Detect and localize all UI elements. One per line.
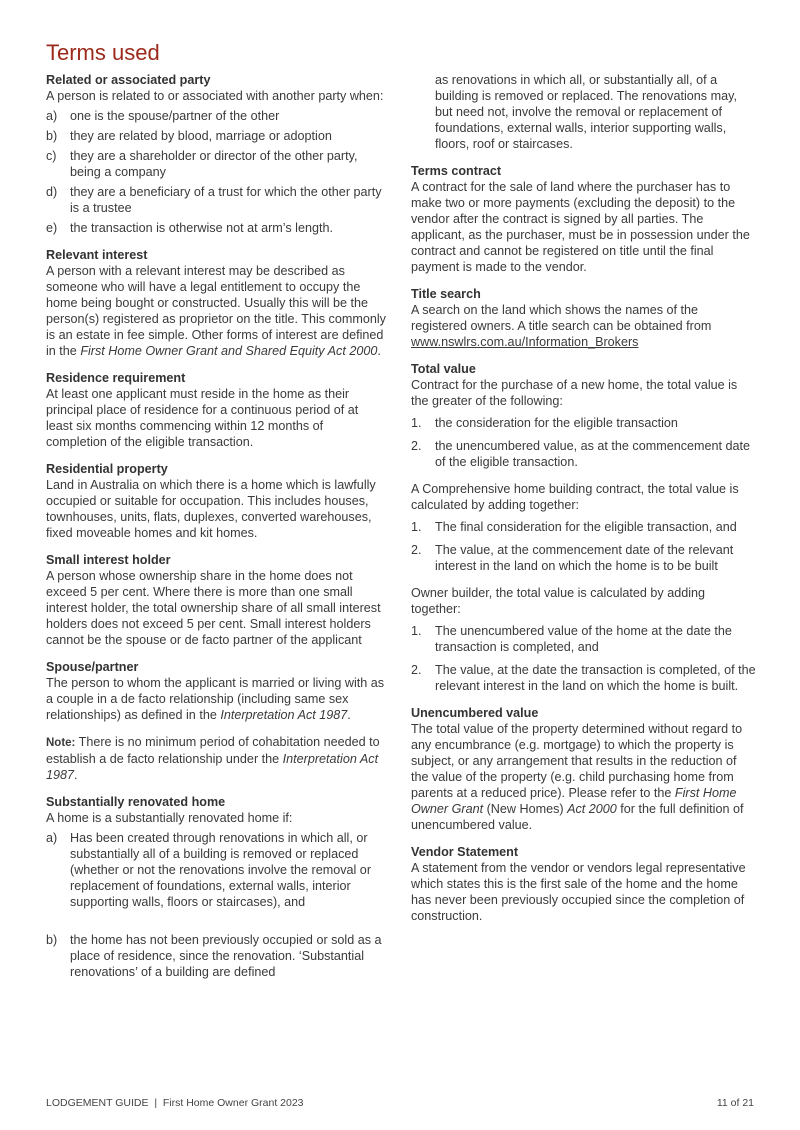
list-marker: 2.: [411, 663, 422, 677]
list-item-text: The final consideration for the eligible transaction, and: [435, 520, 737, 534]
nswlrs-link[interactable]: www.nswlrs.com.au/Information_Brokers: [411, 335, 639, 349]
list-item-text: The value, at the date the transaction is completed, of the relevant interest in the land on which the home is built.: [435, 663, 756, 693]
list-item-text: The value, at the commencement date of the relevant interest in the land on which the home is to be built: [435, 543, 734, 573]
note-text: [46, 734, 386, 783]
list-item-text: the consideration for the eligible transaction: [435, 416, 678, 430]
section-vendor-statement: [411, 844, 756, 924]
note-label: Note:: [46, 737, 76, 749]
text-run: .: [74, 768, 78, 782]
section-text: Land in Australia on which there is a home which is lawfully occupied or suitable for occupation. This includes houses, townhouses, units, flats, duplexes, converted warehouses, fixed moveable homes and kit homes.: [46, 478, 376, 540]
total-value-list-3: [411, 623, 756, 694]
section-text: A contract for the sale of land where the purchaser has to make two or more payments (excluding the deposit) to the vendor after the contract is signed by all parties. The applicant, as the purchaser, must be in possession under the contract and cannot be registered on title until the final payment is made to the vendor.: [411, 180, 750, 274]
page-number: 11 of 21: [716, 1097, 754, 1109]
section-heading: Small interest holder: [46, 553, 171, 567]
list-item: [411, 662, 756, 694]
section-residential-property: [46, 461, 386, 541]
section-residence-requirement: [46, 370, 386, 450]
section-text: At least one applicant must reside in the home as their principal place of residence for a continuous period of at least six months commencing within 12 months of completion of the eligible transaction.: [46, 387, 359, 449]
section-heading: Spouse/partner: [46, 660, 139, 674]
total-value-list-1: [411, 415, 756, 470]
renovated-continuation: as renovations in which all, or substantially all, of a building is removed or replaced. The renovations may, but need not, involve the removal or replacement of foundations, external walls, interior supporting walls, floors, roof or staircases.: [435, 73, 737, 151]
section-relevant-interest: [46, 247, 386, 359]
list-item: [46, 184, 386, 216]
section-heading: Related or associated party: [46, 73, 211, 87]
section-heading: Residential property: [46, 462, 168, 476]
section-intro: A person is related to or associated with another party when:: [46, 89, 384, 103]
list-marker: a): [46, 831, 58, 845]
section-small-interest-holder: [46, 552, 386, 648]
text-run: for the full definition of unencumbered value.: [411, 802, 744, 832]
act-name: Act 2000: [567, 802, 617, 816]
section-heading: Total value: [411, 362, 476, 376]
act-name: First Home Owner Grant and Shared Equity Act 2000: [80, 344, 378, 358]
list-item: [411, 542, 756, 574]
section-heading: Vendor Statement: [411, 845, 519, 859]
section-text: [411, 302, 756, 350]
text-run: .: [377, 344, 381, 358]
text-run: There is no minimum period of cohabitation needed to establish a de facto relationship under the: [46, 735, 380, 766]
section-substantially-renovated: [46, 794, 386, 980]
section-text: A person whose ownership share in the home does not exceed 5 per cent. Where there is more than one small interest holder, the total ownership share of all small interest holders does not exceed 5 per cent. Small interest holders cannot be the spouse or de facto partner of the applicant: [46, 569, 381, 647]
note: [46, 734, 386, 783]
section-heading: Terms contract: [411, 164, 502, 178]
section-related-party: [46, 72, 386, 236]
section-intro: Owner builder, the total value is calculated by adding together:: [411, 586, 706, 616]
list-marker: b): [46, 933, 58, 947]
list-item-text: the unencumbered value, as at the commencement date of the eligible transaction.: [435, 439, 751, 469]
list-item: [46, 220, 386, 236]
list-marker: a): [46, 109, 58, 123]
right-column: [411, 72, 756, 935]
list-item: [46, 830, 386, 910]
act-name: First Home Owner Grant: [411, 786, 737, 816]
text-run: A person with a relevant interest may be described as someone who will have a legal entitlement to occupy the home being bought or constructed. Usually this will be the person(s) registered as proprietor on the title. This commonly is an estate in fee simple. Other forms of interest are defined in the: [46, 264, 386, 358]
section-total-value: [411, 361, 756, 694]
list-marker: 1.: [411, 520, 422, 534]
section-heading: Title search: [411, 287, 481, 301]
section-text: [46, 263, 386, 359]
section-heading: Substantially renovated home: [46, 795, 226, 809]
list-marker: b): [46, 129, 58, 143]
renovated-list: [46, 830, 386, 980]
section-intro: A Comprehensive home building contract, the total value is calculated by adding together:: [411, 482, 739, 512]
section-intro: A home is a substantially renovated home if:: [46, 811, 293, 825]
section-heading: Residence requirement: [46, 371, 186, 385]
list-marker: d): [46, 185, 58, 199]
list-item-text: The unencumbered value of the home at the date the transaction is completed, and: [435, 624, 732, 654]
list-marker: e): [46, 221, 58, 235]
act-name: Interpretation Act 1987: [220, 708, 348, 722]
section-spouse-partner: [46, 659, 386, 723]
list-item-text: they are a beneficiary of a trust for which the other party is a trustee: [70, 185, 382, 215]
related-list: [46, 108, 386, 236]
list-marker: 2.: [411, 439, 422, 453]
list-item-text: Has been created through renovations in which all, or substantially all of a building is removed or replaced (whether or not the renovations involve the removal or replacement of foundations, external walls, interior supporting walls, floors or staircases), and: [70, 831, 372, 909]
text-run: .: [347, 708, 351, 722]
list-marker: 1.: [411, 416, 422, 430]
section-terms-contract: [411, 163, 756, 275]
section-heading: Unencumbered value: [411, 706, 539, 720]
list-item: [46, 932, 386, 980]
list-item: [411, 415, 756, 431]
section-unencumbered-value: [411, 705, 756, 833]
list-item-text: one is the spouse/partner of the other: [70, 109, 280, 123]
section-heading: Relevant interest: [46, 248, 148, 262]
total-value-list-2: [411, 519, 756, 574]
list-item: [411, 438, 756, 470]
list-item: [411, 519, 756, 535]
act-name: Interpretation Act 1987: [46, 752, 379, 782]
section-intro: Contract for the purchase of a new home, the total value is the greater of the following:: [411, 378, 738, 408]
list-marker: c): [46, 149, 57, 163]
list-item-text: the transaction is otherwise not at arm’s length.: [70, 221, 333, 235]
page-title: Terms used: [46, 40, 160, 65]
text-run: (New Homes): [483, 802, 568, 816]
list-item: [46, 108, 386, 124]
footer-guide-title: LODGEMENT GUIDE | First Home Owner Grant 2023: [46, 1097, 304, 1109]
list-item: [46, 128, 386, 144]
list-marker: 2.: [411, 543, 422, 557]
text-run: The total value of the property determined without regard to any encumbrance (e.g. mortgage) to which the property is subject, or any arrangement that results in the reduction of the value of the property (e.g. child purchasing home from parents at a reduced price). Please refer to the: [411, 722, 743, 800]
list-item-text: they are related by blood, marriage or adoption: [70, 129, 332, 143]
section-title-search: [411, 286, 756, 350]
text-run: The person to whom the applicant is married or living with as a couple in a de facto relationship (including same sex relationships) as defined in the: [46, 676, 385, 722]
list-item-text: they are a shareholder or director of the other party, being a company: [70, 149, 358, 179]
list-marker: 1.: [411, 624, 422, 638]
text-run: A search on the land which shows the names of the registered owners. A title search can be obtained from: [411, 303, 712, 333]
left-column: [46, 72, 386, 991]
section-text: [411, 721, 756, 833]
list-item-text: the home has not been previously occupied or sold as a place of residence, since the renovation. ‘Substantial renovations’ of a building are defined: [70, 933, 382, 979]
section-text: A statement from the vendor or vendors legal representative which states this is the first sale of the home and the home has never been previously occupied since the completion of construction.: [411, 861, 746, 923]
list-item: [411, 623, 756, 655]
list-item: [46, 148, 386, 180]
section-text: [46, 675, 386, 723]
